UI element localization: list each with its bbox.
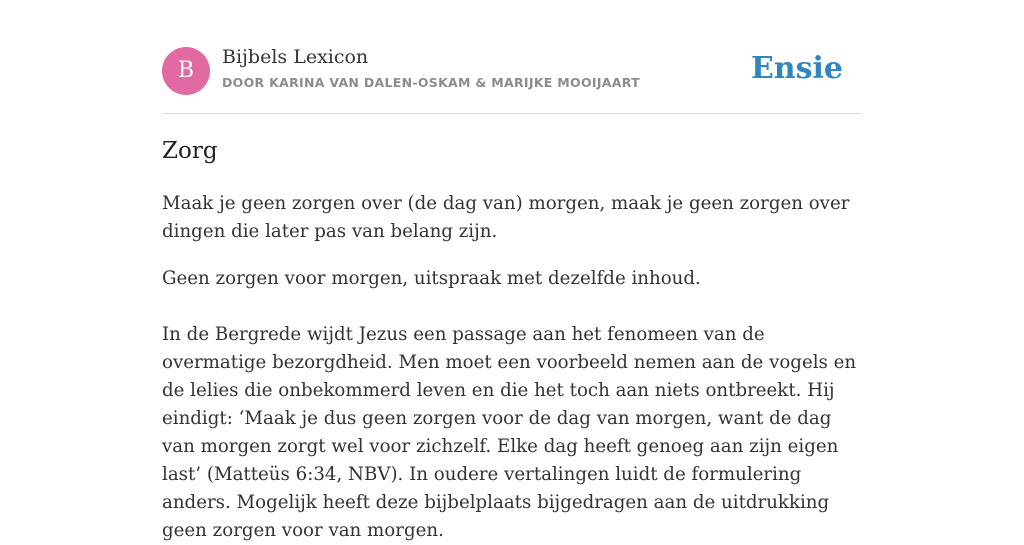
entry-explanation: In de Bergrede wijdt Jezus een passage aan het fenomeen van de overmatige bezorgdheid. Men moet een voorbeeld nemen aan de vogels en de lelies die onbekommerd leven en die het toch aan niets ontbreekt. Hij eindigt: ‘Maak je dus geen zorgen voor de dag van morgen, want de dag van morgen zorgt wel voor zichzelf. Elke dag heeft genoeg aan zijn eigen last’ (Matteüs 6:34, NBV). In oudere vertalingen luidt de formulering anders. Mogelijk heeft deze bijbelplaats bijgedragen aan de uitdrukking geen zorgen voor van morgen. (162, 324, 857, 541)
source-avatar[interactable]: B (162, 47, 210, 95)
entry-card (162, 46, 862, 541)
entry-title: Zorg (162, 138, 218, 164)
source-title[interactable]: Bijbels Lexicon (222, 46, 369, 68)
ensie-logo[interactable]: Ensie (750, 51, 843, 86)
source-header (162, 46, 862, 96)
header-divider (162, 113, 862, 114)
source-authors: DOOR KARINA VAN DALEN-OSKAM & MARIJKE MOOIJAART (222, 75, 640, 90)
entry-definition: Maak je geen zorgen over (de dag van) morgen, maak je geen zorgen over dingen die later pas van belang zijn. (162, 193, 850, 242)
entry-synonym: Geen zorgen voor morgen, uitspraak met dezelfde inhoud. (162, 268, 701, 289)
